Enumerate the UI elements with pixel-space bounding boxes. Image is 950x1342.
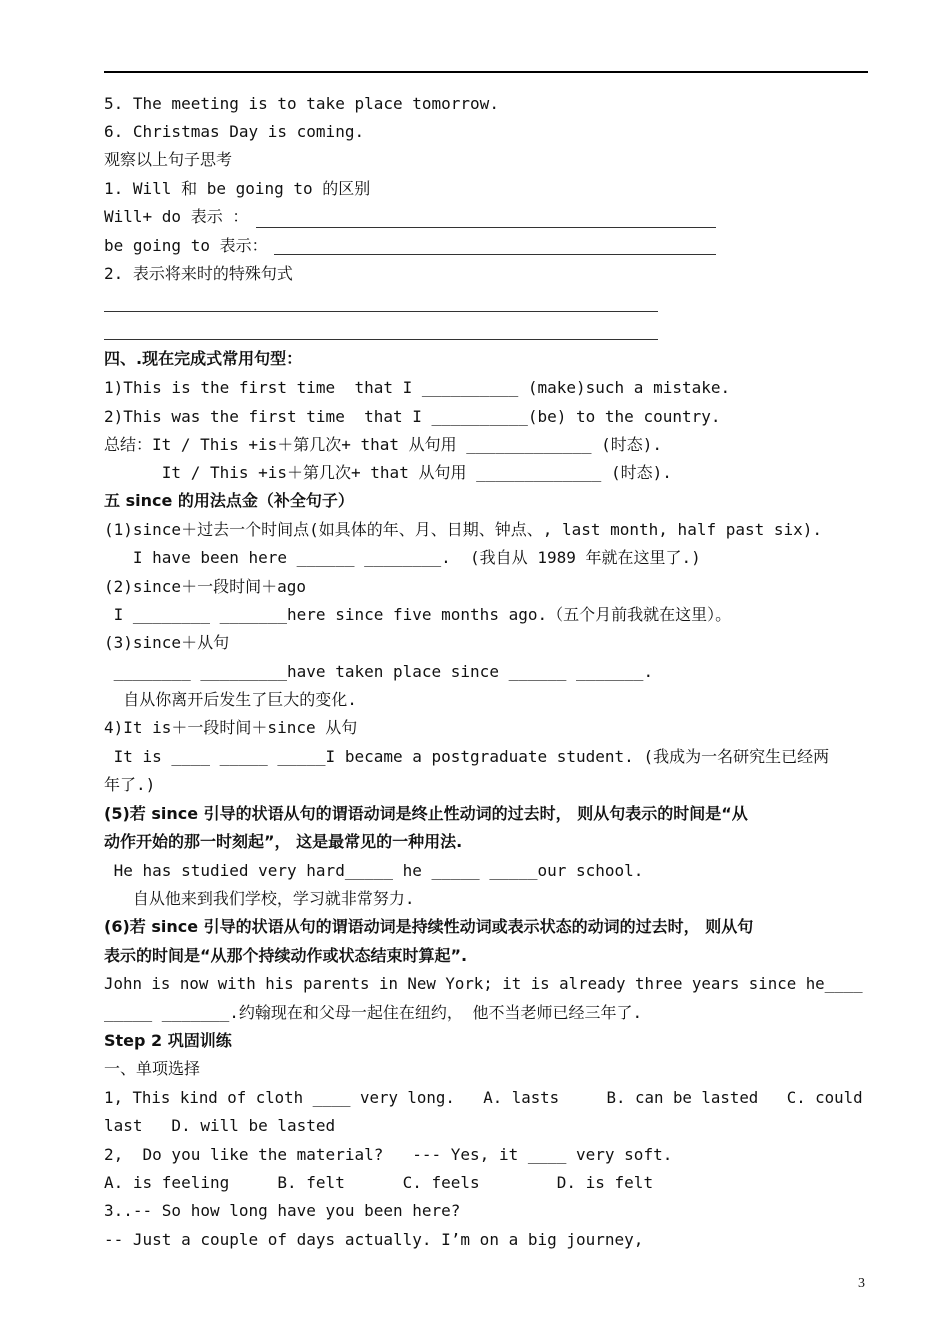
multiple-choice-heading: 一、单项选择 [104,1059,201,1078]
since-rule-6: (6)若 since 引导的状语从句的谓语动词是持续性动词或表示状态的动词的过去时， 则从句 [104,917,754,936]
sentence-5: 5. The meeting is to take place tomorrow. [104,94,499,113]
section-5-heading: 五 since 的用法点金（补全句子） [104,491,354,510]
be-going-to-label: be going to 表示： [104,236,268,255]
since-rule-2: (2)since＋一段时间＋ago [104,577,306,596]
header-rule [104,71,868,73]
answer-line-2[interactable] [104,339,658,340]
since-example-4-cont: 年了.) [104,775,156,794]
since-rule-5-cont: 动作开始的那一时刻起”， 这是最常见的一种用法. [104,832,463,851]
since-example-4: It is ____ _____ _____I became a postgraduate student. (我成为一名研究生已经两 [104,747,830,766]
question-item-1-cont: last D. will be lasted [104,1116,336,1135]
since-example-2: I ________ _______here since five months ago.（五个月前我就在这里）。 [104,605,732,624]
summary-2: It / This +is＋第几次+ that 从句用 _____________ (时态). [104,463,672,482]
question-item-2: 2, Do you like the material? --- Yes, it ____ very soft. [104,1145,673,1164]
question-item-3-cont: -- Just a couple of days actually. I’m on a big journey, [104,1230,644,1249]
section-4-heading: 四、.现在完成式常用句型： [104,349,303,368]
question-item-2-options: A. is feeling B. felt C. feels D. is felt [104,1173,654,1192]
page-number: 3 [858,1276,865,1291]
since-example-6-cont: _____ _______.约翰现在和父母一起住在纽约， 他不当老师已经三年了. [104,1003,643,1022]
sentence-6: 6. Christmas Day is coming. [104,122,365,141]
since-translation-3: 自从你离开后发生了巨大的变化. [104,690,357,709]
since-example-6: John is now with his parents in New York; it is already three years since he____ [104,974,863,993]
pattern-2: 2)This was the first time that I __________(be) to the country. [104,407,721,426]
since-rule-6-cont: 表示的时间是“从那个持续动作或状态结束时算起”. [104,946,468,965]
summary-1: 总结：It / This +is＋第几次+ that 从句用 _____________ (时态). [104,435,663,454]
since-translation-5: 自从他来到我们学校，学习就非常努力. [104,889,415,908]
question-2: 2. 表示将来时的特殊句式 [104,264,293,283]
since-example-5: He has studied very hard_____ he _____ _____our school. [104,861,644,880]
since-rule-3: (3)since＋从句 [104,633,230,652]
since-rule-5: (5)若 since 引导的状语从句的谓语动词是终止性动词的过去时， 则从句表示的时间是“从 [104,804,748,823]
since-example-3: ________ _________have taken place since ______ _______. [104,662,654,681]
since-rule-1: (1)since＋过去一个时间点(如具体的年、月、日期、钟点、, last month, half past six). [104,520,823,539]
will-do-blank[interactable] [256,227,716,228]
question-1: 1. Will 和 be going to 的区别 [104,179,371,198]
question-item-1: 1, This kind of cloth ____ very long. A. lasts B. can be lasted C. could [104,1088,863,1107]
answer-line-1[interactable] [104,311,658,312]
step-2-heading: Step 2 巩固训练 [104,1031,232,1050]
question-item-3: 3..-- So how long have you been here? [104,1201,461,1220]
be-going-to-blank[interactable] [274,254,716,255]
observe-heading: 观察以上句子思考 [104,150,233,169]
will-do-label: Will+ do 表示 ： [104,207,249,226]
since-rule-4: 4)It is＋一段时间＋since 从句 [104,718,358,737]
pattern-1: 1)This is the first time that I __________ (make)such a mistake. [104,378,731,397]
since-example-1: I have been here ______ ________. (我自从 1989 年就在这里了.) [104,548,701,567]
